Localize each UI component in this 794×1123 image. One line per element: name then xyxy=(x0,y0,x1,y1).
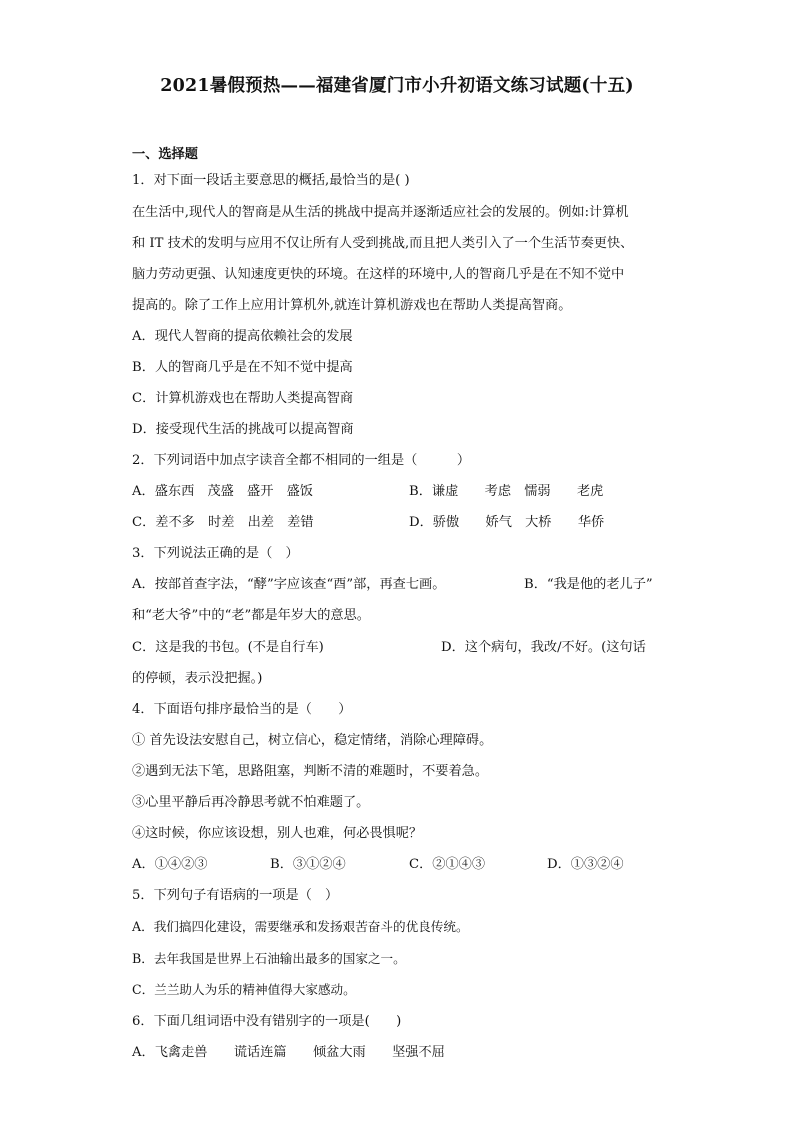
q1-passage-line: 在生活中,现代人的智商是从生活的挑战中提高并逐渐适应社会的发展的。例如:计算机 xyxy=(132,205,629,220)
q6-option-a: A．飞禽走兽 谎话连篇 倾盆大雨 坚强不屈 xyxy=(132,1045,445,1060)
q1-passage-line: 提高的。除了工作上应用计算机外,就连计算机游戏也在帮助人类提高智商。 xyxy=(132,298,572,313)
q1-passage-line: 和 IT 技术的发明与应用不仅让所有人受到挑战,而且把人类引入了一个生活节奏更快、 xyxy=(132,236,634,251)
q4-option-c: C．②①④③ xyxy=(409,857,486,872)
q1-option-b: B．人的智商几乎是在不知不觉中提高 xyxy=(132,360,353,375)
q2-option-a: A．盛东西 茂盛 盛开 盛饭 xyxy=(132,484,313,499)
q4-sentence-3: ③心里平静后再冷静思考就不怕难题了。 xyxy=(132,795,370,810)
q6-stem: 6．下面几组词语中没有错别字的一项是( ) xyxy=(132,1014,402,1029)
q2-option-b: B．谦虚 考虑 懦弱 老虎 xyxy=(409,484,604,499)
q3-option-d: D．这个病句，我改/不好。(这句话 xyxy=(441,640,646,655)
q4-sentence-1: ① 首先设法安慰自己，树立信心，稳定情绪，消除心理障碍。 xyxy=(132,733,493,748)
q5-stem: 5．下列句子有语病的一项是（ ） xyxy=(132,888,339,903)
q1-option-d: D．接受现代生活的挑战可以提高智商 xyxy=(132,422,354,437)
q4-option-b: B．③①②④ xyxy=(270,857,346,872)
q4-sentence-4: ④这时候，你应该设想，别人也难，何必畏惧呢？ xyxy=(132,826,423,841)
q3-option-c: C．这是我的书包。(不是自行车) xyxy=(132,640,324,655)
q4-sentence-2: ②遇到无法下笔，思路阻塞，判断不清的难题时，不要着急。 xyxy=(132,764,489,779)
q5-option-c: C．兰兰助人为乐的精神值得大家感动。 xyxy=(132,982,356,997)
q2-stem: 2．下列词语中加点字读音全都不相同的一组是（ ） xyxy=(132,453,471,468)
q1-stem: 1．对下面一段话主要意思的概括,最恰当的是( ) xyxy=(132,173,410,188)
q3-option-b-continued: 和“老大爷”中的“老”都是年岁大的意思。 xyxy=(132,608,370,623)
q3-option-a: A．按部首查字法，“酵”字应该查“酉”部，再查七画。 xyxy=(132,577,446,592)
q5-option-a: A．我们搞四化建设，需要继承和发扬艰苦奋斗的优良传统。 xyxy=(132,919,469,934)
q4-option-d: D．①③②④ xyxy=(547,857,624,872)
q5-option-b: B．去年我国是世界上石油输出最多的国家之一。 xyxy=(132,951,406,966)
q4-stem: 4．下面语句排序最恰当的是（ ） xyxy=(132,702,352,717)
q3-option-b: B．“我是他的老儿子” xyxy=(524,577,653,592)
q4-option-a: A．①④②③ xyxy=(132,857,208,872)
q1-option-a: A．现代人智商的提高依赖社会的发展 xyxy=(132,329,353,344)
section-heading: 一、选择题 xyxy=(132,147,198,162)
q2-option-c: C．差不多 时差 出差 差错 xyxy=(132,515,314,530)
q3-stem: 3．下列说法正确的是（ ） xyxy=(132,546,299,561)
q1-option-c: C．计算机游戏也在帮助人类提高智商 xyxy=(132,391,354,406)
q2-option-d: D．骄傲 娇气 大桥 华侨 xyxy=(409,515,605,530)
page-title: 2021暑假预热——福建省厦门市小升初语文练习试题(十五) xyxy=(160,76,634,96)
q1-passage-line: 脑力劳动更强、认知速度更快的环境。在这样的环境中,人的智商几乎是在不知不觉中 xyxy=(132,267,625,282)
q3-option-d-continued: 的停顿，表示没把握。) xyxy=(132,671,263,686)
